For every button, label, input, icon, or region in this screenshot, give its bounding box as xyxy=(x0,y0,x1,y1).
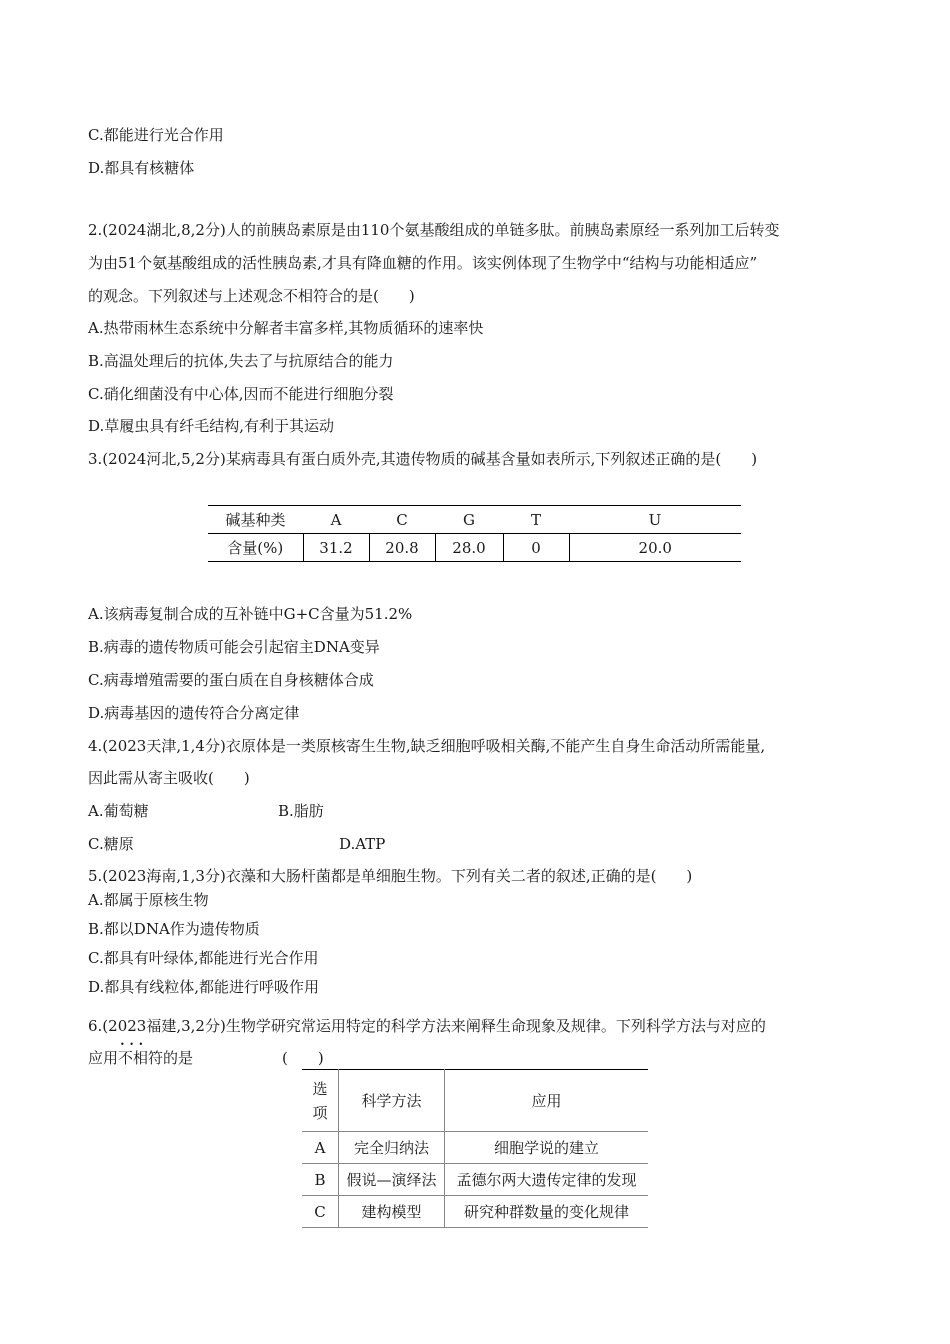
table-cell: 28.0 xyxy=(435,534,503,562)
q3-option-d: D.病毒基因的遗传符合分离定律 xyxy=(88,704,300,722)
table-cell: T xyxy=(503,506,569,534)
table-cell: 建构模型 xyxy=(339,1196,445,1228)
table-row xyxy=(302,1132,648,1164)
table-cell: 孟德尔两大遗传定律的发现 xyxy=(445,1164,649,1196)
q6-stem-post: 的是 xyxy=(163,1049,194,1067)
method-table xyxy=(302,1069,648,1228)
q1-option-d: D.都具有核糖体 xyxy=(88,159,195,177)
q5-option-c: C.都具有叶绿体,都能进行光合作用 xyxy=(88,949,319,967)
q2-stem-line2: 为由51个氨基酸组成的活性胰岛素,才具有降血糖的作用。该实例体现了生物学中“结构与功能相适应” xyxy=(88,254,758,272)
q3-option-a: A.该病毒复制合成的互补链中G+C含量为51.2% xyxy=(88,605,413,623)
q6-stem-pre: 应用 xyxy=(88,1049,119,1067)
q6-emphasis-text: 不相符 • • • xyxy=(118,1049,163,1067)
table-cell: 科学方法 xyxy=(339,1070,445,1132)
table-cell: A xyxy=(302,1132,339,1164)
table-cell: C xyxy=(369,506,435,534)
q2-option-a: A.热带雨林生态系统中分解者丰富多样,其物质循环的速率快 xyxy=(88,319,484,337)
table-header-row xyxy=(302,1070,648,1132)
table-cell: 假说—演绎法 xyxy=(339,1164,445,1196)
table-row xyxy=(302,1196,648,1228)
q2-option-b: B.高温处理后的抗体,失去了与抗原结合的能力 xyxy=(88,352,394,370)
table-cell: U xyxy=(569,506,741,534)
q2-option-c: C.硝化细菌没有中心体,因而不能进行细胞分裂 xyxy=(88,385,394,403)
q5-option-a: A.都属于原核生物 xyxy=(88,891,209,909)
table-cell xyxy=(302,1070,339,1132)
q4-stem-line2: 因此需从寄主吸收( ) xyxy=(88,769,250,787)
table-cell: A xyxy=(303,506,369,534)
q3-stem: 3.(2024河北,5,2分)某病毒具有蛋白质外壳,其遗传物质的碱基含量如表所示,下列叙述正确的是( ) xyxy=(88,450,758,468)
table-cell: B xyxy=(302,1164,339,1196)
q1-option-c: C.都能进行光合作用 xyxy=(88,126,224,144)
table-cell: 完全归纳法 xyxy=(339,1132,445,1164)
table-cell: 20.8 xyxy=(369,534,435,562)
table-cell: 细胞学说的建立 xyxy=(445,1132,649,1164)
table-cell: 含量(%) xyxy=(227,539,284,557)
q6-answer-blank: ( ) xyxy=(282,1049,324,1067)
base-content-table xyxy=(208,505,741,562)
table-cell: G xyxy=(435,506,503,534)
q6-stem-line1: 6.(2023福建,3,2分)生物学研究常运用特定的科学方法来阐释生命现象及规律。下列科学方法与对应的 xyxy=(88,1017,766,1035)
table-row xyxy=(208,534,741,562)
q6-stem-line2 xyxy=(88,1048,193,1068)
table-row xyxy=(302,1164,648,1196)
table-cell: C xyxy=(302,1196,339,1228)
q3-option-b: B.病毒的遗传物质可能会引起宿主DNA变异 xyxy=(88,638,380,656)
q2-stem-line1: 2.(2024湖北,8,2分)人的前胰岛素原是由110个氨基酸组成的单链多肽。前胰岛素原经一系列加工后转变 xyxy=(88,221,780,239)
header-opt-char1: 选 xyxy=(312,1079,328,1098)
header-opt-char2: 项 xyxy=(312,1103,328,1122)
table-cell: 31.2 xyxy=(303,534,369,562)
q4-option-d: D.ATP xyxy=(339,835,386,853)
table-cell: 碱基种类 xyxy=(208,506,303,534)
q5-option-b: B.都以DNA作为遗传物质 xyxy=(88,920,260,938)
q5-option-d: D.都具有线粒体,都能进行呼吸作用 xyxy=(88,978,320,996)
q2-stem-line3: 的观念。下列叙述与上述观念不相符合的是( ) xyxy=(88,287,415,305)
table-header-row xyxy=(208,506,741,534)
q4-stem-line1: 4.(2023天津,1,4分)衣原体是一类原核寄生生物,缺乏细胞呼吸相关酶,不能产生自身生命活动所需能量, xyxy=(88,737,766,755)
table-cell: 20.0 xyxy=(569,534,741,562)
q2-option-d: D.草履虫具有纤毛结构,有利于其运动 xyxy=(88,417,335,435)
q5-stem: 5.(2023海南,1,3分)衣藻和大肠杆菌都是单细胞生物。下列有关二者的叙述,正确的是( ) xyxy=(88,867,693,885)
q4-option-b: B.脂肪 xyxy=(278,802,324,820)
table-cell: 0 xyxy=(503,534,569,562)
table-cell: 研究种群数量的变化规律 xyxy=(445,1196,649,1228)
q4-option-c: C.糖原 xyxy=(88,835,134,853)
q4-option-a: A.葡萄糖 xyxy=(88,802,149,820)
table-cell: 应用 xyxy=(445,1070,649,1132)
q3-option-c: C.病毒增殖需要的蛋白质在自身核糖体合成 xyxy=(88,671,374,689)
